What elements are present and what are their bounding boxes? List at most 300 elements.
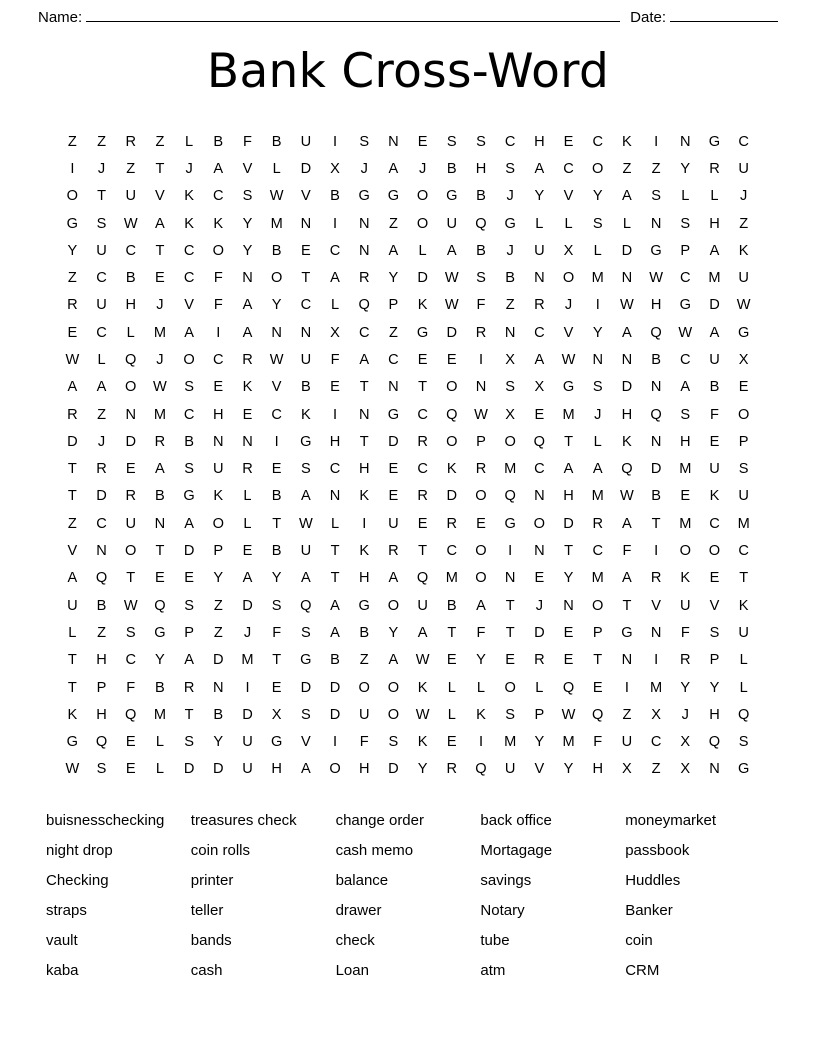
grid-cell[interactable]: M [591,570,604,587]
grid-cell[interactable]: L [447,706,456,723]
grid-cell[interactable]: M [708,270,721,287]
grid-cell[interactable]: L [681,188,690,205]
grid-cell[interactable]: D [621,242,633,259]
grid-cell[interactable]: N [329,488,341,505]
grid-cell[interactable]: Y [563,570,574,587]
grid-cell[interactable]: M [270,215,283,232]
grid-cell[interactable]: Q [358,297,370,314]
grid-cell[interactable]: A [388,570,399,587]
grid-cell[interactable]: Q [95,570,108,587]
grid-cell[interactable]: L [710,188,719,205]
grid-cell[interactable]: O [416,215,429,232]
grid-cell[interactable]: R [446,761,458,778]
grid-cell[interactable]: Z [388,324,398,341]
grid-cell[interactable]: M [650,679,663,696]
grid-cell[interactable]: Q [125,352,137,368]
grid-cell[interactable]: T [359,379,369,396]
grid-cell[interactable]: K [622,433,632,450]
grid-cell[interactable]: V [651,597,661,614]
grid-cell[interactable]: R [242,352,253,368]
grid-cell[interactable]: N [621,652,633,669]
grid-cell[interactable]: E [184,570,194,587]
grid-cell[interactable]: D [242,597,253,614]
grid-cell[interactable]: N [358,242,370,259]
grid-cell[interactable]: E [417,515,428,532]
grid-cell[interactable]: O [183,352,195,368]
grid-cell[interactable]: J [564,297,573,314]
grid-cell[interactable]: I [624,679,629,696]
grid-cell[interactable]: N [709,761,720,778]
grid-cell[interactable]: G [66,215,79,232]
grid-cell[interactable]: P [592,624,603,641]
grid-cell[interactable]: U [709,461,720,478]
grid-cell[interactable]: T [418,543,428,560]
grid-cell[interactable]: L [564,215,573,232]
grid-cell[interactable]: V [242,160,253,177]
grid-cell[interactable]: J [594,406,602,423]
grid-cell[interactable]: X [622,761,632,778]
grid-cell[interactable]: A [184,515,194,532]
grid-cell[interactable]: X [563,242,574,259]
grid-cell[interactable]: A [534,352,545,368]
grid-cell[interactable]: T [272,515,282,532]
grid-cell[interactable]: J [156,352,164,368]
grid-cell[interactable]: Z [97,406,106,423]
grid-cell[interactable]: P [738,433,749,450]
grid-cell[interactable]: X [505,352,516,368]
grid-cell[interactable]: F [330,352,340,368]
grid-cell[interactable]: J [506,242,514,259]
grid-cell[interactable]: N [475,379,487,396]
grid-cell[interactable]: B [213,133,224,150]
grid-cell[interactable]: O [475,570,487,587]
grid-cell[interactable]: O [358,679,370,696]
grid-cell[interactable]: R [680,652,691,669]
grid-cell[interactable]: W [444,270,459,287]
grid-cell[interactable]: S [476,133,486,150]
grid-cell[interactable]: D [300,160,312,177]
grid-cell[interactable]: L [622,215,631,232]
grid-cell[interactable]: M [737,515,750,532]
grid-cell[interactable]: S [505,160,516,177]
grid-cell[interactable]: Q [446,406,458,423]
grid-cell[interactable]: T [67,652,77,669]
grid-cell[interactable]: U [213,461,224,478]
grid-cell[interactable]: C [96,270,107,287]
grid-cell[interactable]: V [67,543,78,560]
grid-cell[interactable]: V [184,297,194,314]
grid-cell[interactable]: T [622,597,632,614]
grid-cell[interactable]: Y [213,570,224,587]
grid-cell[interactable]: G [621,624,633,641]
grid-cell[interactable]: I [595,297,600,314]
grid-cell[interactable]: W [474,406,488,423]
grid-cell[interactable]: I [216,324,221,341]
grid-cell[interactable]: U [417,597,428,614]
grid-cell[interactable]: O [592,597,604,614]
grid-cell[interactable]: X [680,761,691,778]
grid-cell[interactable]: Y [680,679,691,696]
grid-cell[interactable]: C [709,515,720,532]
grid-cell[interactable]: H [358,761,370,778]
grid-cell[interactable]: A [622,324,632,341]
grid-cell[interactable]: S [680,406,691,423]
grid-cell[interactable]: Q [592,706,604,723]
grid-cell[interactable]: G [650,242,662,259]
grid-cell[interactable]: T [505,597,515,614]
grid-cell[interactable]: A [184,324,194,341]
grid-cell[interactable]: E [446,652,457,669]
grid-cell[interactable]: G [66,734,79,751]
grid-cell[interactable]: L [739,652,748,669]
grid-cell[interactable]: D [213,652,224,669]
grid-cell[interactable]: B [184,433,194,450]
grid-cell[interactable]: G [446,188,458,205]
grid-cell[interactable]: H [680,433,691,450]
grid-cell[interactable]: T [97,188,106,205]
grid-cell[interactable]: Z [622,706,632,723]
grid-cell[interactable]: O [387,679,400,696]
grid-cell[interactable]: D [563,515,574,532]
grid-cell[interactable]: T [505,624,515,641]
grid-cell[interactable]: X [271,706,282,723]
grid-cell[interactable]: J [418,160,427,177]
grid-cell[interactable]: Z [651,160,661,177]
grid-cell[interactable]: S [300,706,311,723]
grid-cell[interactable]: B [359,624,370,641]
grid-cell[interactable]: H [475,160,487,177]
grid-cell[interactable]: N [650,433,662,450]
grid-cell[interactable]: S [592,215,603,232]
grid-cell[interactable]: C [183,242,195,259]
grid-cell[interactable]: D [300,679,312,696]
grid-cell[interactable]: E [155,570,165,587]
grid-cell[interactable]: A [184,652,194,669]
grid-cell[interactable]: T [67,461,77,478]
grid-cell[interactable]: L [272,160,281,177]
grid-cell[interactable]: S [271,597,282,614]
grid-cell[interactable]: G [300,433,312,450]
grid-cell[interactable]: C [96,515,107,532]
grid-cell[interactable]: N [242,270,253,287]
grid-cell[interactable]: E [330,379,340,396]
grid-cell[interactable]: S [388,734,399,751]
grid-cell[interactable]: I [333,133,338,150]
grid-cell[interactable]: I [333,215,338,232]
grid-cell[interactable]: C [592,133,603,150]
grid-cell[interactable]: E [213,379,224,396]
grid-cell[interactable]: P [709,652,720,669]
grid-cell[interactable]: V [300,188,311,205]
grid-cell[interactable]: S [242,188,253,205]
name-input-rule[interactable] [86,8,620,22]
grid-cell[interactable]: S [709,624,720,641]
grid-cell[interactable]: C [680,270,691,287]
grid-cell[interactable]: F [243,133,252,150]
grid-cell[interactable]: Y [709,679,720,696]
grid-cell[interactable]: C [125,242,136,259]
grid-cell[interactable]: B [155,488,165,505]
grid-cell[interactable]: O [125,379,137,396]
grid-cell[interactable]: C [738,133,749,150]
grid-cell[interactable]: N [125,406,136,423]
grid-cell[interactable]: N [271,324,282,341]
grid-cell[interactable]: A [359,352,370,368]
grid-cell[interactable]: E [417,133,428,150]
grid-cell[interactable]: O [387,597,400,614]
grid-cell[interactable]: B [476,188,486,205]
grid-cell[interactable]: F [622,543,632,560]
grid-cell[interactable]: B [271,488,282,505]
grid-cell[interactable]: T [564,433,573,450]
grid-cell[interactable]: K [417,297,428,314]
grid-cell[interactable]: R [388,543,399,560]
grid-cell[interactable]: D [329,679,341,696]
grid-cell[interactable]: Y [680,160,691,177]
grid-cell[interactable]: U [680,597,691,614]
grid-cell[interactable]: W [269,352,284,368]
grid-cell[interactable]: F [593,734,603,751]
grid-cell[interactable]: I [245,679,250,696]
grid-cell[interactable]: Z [97,133,106,150]
grid-cell[interactable]: N [680,133,691,150]
grid-cell[interactable]: S [738,461,749,478]
grid-cell[interactable]: U [300,133,312,150]
grid-cell[interactable]: K [242,379,253,396]
grid-cell[interactable]: T [155,160,165,177]
grid-cell[interactable]: F [680,624,690,641]
grid-cell[interactable]: O [329,761,341,778]
grid-cell[interactable]: Q [475,215,487,232]
grid-cell[interactable]: F [126,679,136,696]
grid-cell[interactable]: T [301,270,311,287]
grid-cell[interactable]: U [242,734,253,751]
grid-cell[interactable]: A [242,570,253,587]
grid-cell[interactable]: Q [416,570,429,587]
grid-cell[interactable]: Z [388,215,398,232]
grid-cell[interactable]: A [388,160,399,177]
grid-cell[interactable]: Y [388,624,399,641]
grid-cell[interactable]: E [563,652,574,669]
grid-cell[interactable]: N [213,433,224,450]
grid-cell[interactable]: L [330,297,340,314]
grid-cell[interactable]: X [651,706,661,723]
grid-cell[interactable]: L [126,324,135,341]
grid-cell[interactable]: N [96,543,107,560]
grid-cell[interactable]: G [416,324,429,341]
grid-cell[interactable]: H [592,761,603,778]
grid-cell[interactable]: B [446,597,457,614]
grid-cell[interactable]: O [533,515,546,532]
grid-cell[interactable]: W [678,324,693,341]
grid-cell[interactable]: O [270,270,283,287]
grid-cell[interactable]: C [534,461,545,478]
grid-cell[interactable]: W [123,597,138,614]
grid-cell[interactable]: E [476,515,486,532]
grid-cell[interactable]: Y [67,242,78,259]
grid-cell[interactable]: G [679,297,691,314]
grid-cell[interactable]: U [504,761,516,778]
grid-cell[interactable]: S [96,215,107,232]
grid-cell[interactable]: G [504,215,516,232]
grid-cell[interactable]: O [446,433,458,450]
grid-cell[interactable]: O [592,160,604,177]
grid-cell[interactable]: Y [213,734,224,751]
grid-cell[interactable]: U [67,597,78,614]
grid-cell[interactable]: A [300,488,311,505]
grid-cell[interactable]: U [125,188,136,205]
grid-cell[interactable]: E [592,679,603,696]
grid-cell[interactable]: U [621,734,633,751]
grid-cell[interactable]: K [446,461,457,478]
grid-cell[interactable]: D [183,761,195,778]
grid-cell[interactable]: A [67,570,78,587]
grid-cell[interactable]: L [447,679,456,696]
grid-cell[interactable]: Z [359,652,369,669]
grid-cell[interactable]: B [330,188,340,205]
grid-cell[interactable]: J [185,160,193,177]
grid-cell[interactable]: E [534,406,545,423]
grid-cell[interactable]: E [271,461,282,478]
grid-cell[interactable]: Z [126,160,136,177]
grid-cell[interactable]: N [534,488,545,505]
grid-cell[interactable]: A [330,624,340,641]
grid-cell[interactable]: P [213,543,224,560]
grid-cell[interactable]: T [155,242,165,259]
grid-cell[interactable]: A [242,297,253,314]
grid-cell[interactable]: L [330,515,340,532]
grid-cell[interactable]: I [333,406,338,423]
grid-cell[interactable]: A [330,597,340,614]
grid-cell[interactable]: A [709,324,720,341]
grid-cell[interactable]: V [300,734,311,751]
grid-cell[interactable]: V [155,188,165,205]
grid-cell[interactable]: T [330,570,340,587]
grid-cell[interactable]: T [330,543,340,560]
grid-cell[interactable]: Q [621,461,633,478]
grid-cell[interactable]: W [123,215,138,232]
grid-cell[interactable]: H [534,133,545,150]
grid-cell[interactable]: M [241,652,254,669]
grid-cell[interactable]: Q [708,734,721,751]
grid-cell[interactable]: B [271,543,282,560]
grid-cell[interactable]: V [563,324,574,341]
grid-cell[interactable]: B [300,379,311,396]
grid-cell[interactable]: Z [67,270,77,287]
grid-cell[interactable]: Q [475,761,487,778]
grid-cell[interactable]: T [564,543,573,560]
grid-cell[interactable]: E [125,761,136,778]
grid-cell[interactable]: A [622,570,632,587]
grid-cell[interactable]: E [709,433,720,450]
grid-cell[interactable]: B [96,597,107,614]
grid-cell[interactable]: J [740,188,748,205]
grid-cell[interactable]: A [680,379,691,396]
grid-cell[interactable]: R [183,679,195,696]
grid-cell[interactable]: B [271,133,282,150]
grid-cell[interactable]: D [388,433,399,450]
grid-cell[interactable]: V [271,379,282,396]
grid-cell[interactable]: N [650,624,662,641]
grid-cell[interactable]: T [418,379,428,396]
grid-cell[interactable]: R [67,406,78,423]
grid-cell[interactable]: J [97,160,106,177]
grid-cell[interactable]: Q [737,706,750,723]
grid-cell[interactable]: J [681,706,689,723]
grid-cell[interactable]: T [184,706,194,723]
grid-cell[interactable]: N [388,379,399,396]
grid-cell[interactable]: C [213,352,224,368]
grid-cell[interactable]: G [300,652,312,669]
grid-cell[interactable]: A [155,215,165,232]
word-search-grid[interactable] [58,129,759,784]
grid-cell[interactable]: R [96,461,107,478]
grid-cell[interactable]: L [739,679,748,696]
grid-cell[interactable]: T [593,652,603,669]
grid-cell[interactable]: S [680,215,691,232]
grid-cell[interactable]: C [417,461,428,478]
grid-cell[interactable]: N [621,270,633,287]
grid-cell[interactable]: B [505,270,516,287]
grid-cell[interactable]: C [563,160,574,177]
grid-cell[interactable]: S [446,133,457,150]
grid-cell[interactable]: U [738,160,749,177]
grid-cell[interactable]: Q [125,706,137,723]
grid-cell[interactable]: E [242,543,253,560]
grid-cell[interactable]: F [476,297,486,314]
grid-cell[interactable]: D [183,543,195,560]
grid-cell[interactable]: Y [271,570,282,587]
grid-cell[interactable]: O [562,270,575,287]
grid-cell[interactable]: A [446,242,457,259]
grid-cell[interactable]: W [415,652,430,669]
grid-cell[interactable]: M [445,570,458,587]
grid-cell[interactable]: O [737,406,750,423]
grid-cell[interactable]: B [125,270,136,287]
grid-cell[interactable]: B [155,679,165,696]
grid-cell[interactable]: P [96,679,107,696]
grid-cell[interactable]: Y [242,215,253,232]
grid-cell[interactable]: A [300,761,311,778]
grid-cell[interactable]: R [475,461,487,478]
grid-cell[interactable]: C [329,461,341,478]
grid-cell[interactable]: A [534,160,545,177]
grid-cell[interactable]: L [155,734,164,751]
grid-cell[interactable]: N [242,433,253,450]
grid-cell[interactable]: E [446,734,457,751]
grid-cell[interactable]: L [68,624,77,641]
grid-cell[interactable]: E [680,488,691,505]
grid-cell[interactable]: A [242,324,253,341]
grid-cell[interactable]: A [709,242,720,259]
grid-cell[interactable]: Y [417,761,428,778]
grid-cell[interactable]: O [708,543,721,560]
grid-cell[interactable]: L [155,761,164,778]
grid-cell[interactable]: H [563,488,574,505]
grid-cell[interactable]: J [535,597,543,614]
grid-cell[interactable]: D [446,488,458,505]
grid-cell[interactable]: U [738,624,749,641]
grid-cell[interactable]: O [679,543,691,560]
grid-cell[interactable]: W [649,270,663,287]
grid-cell[interactable]: Y [271,297,282,314]
grid-cell[interactable]: C [183,270,195,287]
grid-cell[interactable]: K [738,597,749,614]
grid-cell[interactable]: A [622,188,632,205]
grid-cell[interactable]: U [358,706,370,723]
grid-cell[interactable]: Z [213,597,223,614]
grid-cell[interactable]: Q [562,679,575,696]
